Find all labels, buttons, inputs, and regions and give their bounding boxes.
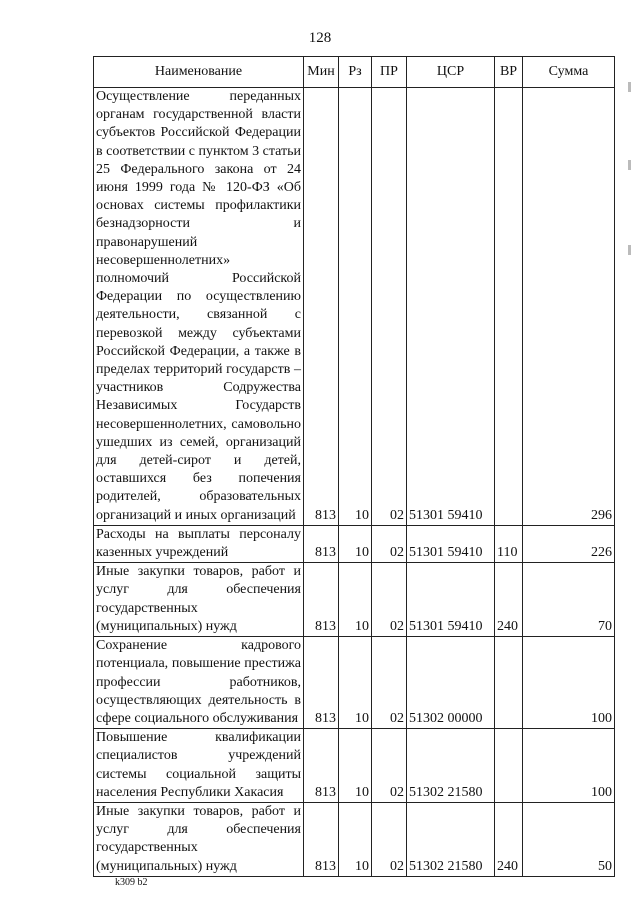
table-row [94, 637, 615, 729]
row-csr: 51301 59410 [407, 88, 495, 526]
row-vr: 240 [495, 802, 523, 876]
page-number: 128 [308, 30, 332, 46]
row-vr: 110 [495, 525, 523, 562]
header-min: Мин [304, 57, 339, 88]
row-min: 813 [304, 88, 339, 526]
table-row [94, 802, 615, 876]
row-name: Повышение квалификации специалистов учреждений системы социальной защиты населения Республики Хакасия [94, 729, 304, 803]
row-name: Осуществление переданных органам государственной власти субъектов Российской Федерации в соответствии с пунктом 3 статьи 25 Федерального закона от 24 июня 1999 года № 120-ФЗ «Об основах системы профилактики безнадзорности и правонарушений несовершеннолетних» полномочий Российской Федерации по осуществлению деятельности, связанной с перевозкой между субъектами Российской Федерации, а также в пределах территорий государств – участников Содружества Независимых Государств несовершеннолетних, самовольно ушедших из семей, организаций для детей-сирот и детей, оставшихся без попечения родителей, образовательных организаций и иных организаций [94, 88, 304, 526]
header-pr: ПР [372, 57, 407, 88]
row-csr: 51301 59410 [407, 525, 495, 562]
row-name: Расходы на выплаты персоналу казенных учреждений [94, 525, 304, 562]
row-sum: 100 [523, 637, 615, 729]
row-rz: 10 [339, 637, 372, 729]
table-row [94, 563, 615, 637]
table-row [94, 88, 615, 526]
row-rz: 10 [339, 802, 372, 876]
row-name: Иные закупки товаров, работ и услуг для обеспечения государственных (муниципальных) нужд [94, 802, 304, 876]
row-min: 813 [304, 729, 339, 803]
row-csr: 51302 00000 [407, 637, 495, 729]
table-header-row [94, 57, 615, 88]
header-csr: ЦСР [407, 57, 495, 88]
row-pr: 02 [372, 525, 407, 562]
row-rz: 10 [339, 729, 372, 803]
row-pr: 02 [372, 729, 407, 803]
row-vr [495, 637, 523, 729]
row-vr [495, 88, 523, 526]
row-pr: 02 [372, 563, 407, 637]
margin-mark [628, 160, 631, 170]
header-sum: Сумма [523, 57, 615, 88]
row-min: 813 [304, 525, 339, 562]
row-csr: 51302 21580 [407, 729, 495, 803]
row-pr: 02 [372, 88, 407, 526]
row-name: Иные закупки товаров, работ и услуг для обеспечения государственных (муниципальных) нужд [94, 563, 304, 637]
row-name: Сохранение кадрового потенциала, повышение престижа профессии работников, осуществляющих деятельность в сфере социального обслуживания [94, 637, 304, 729]
row-vr: 240 [495, 563, 523, 637]
row-min: 813 [304, 563, 339, 637]
margin-mark [628, 82, 631, 92]
header-rz: Рз [339, 57, 372, 88]
row-pr: 02 [372, 802, 407, 876]
row-rz: 10 [339, 525, 372, 562]
table-row [94, 525, 615, 562]
row-pr: 02 [372, 637, 407, 729]
row-sum: 226 [523, 525, 615, 562]
row-sum: 70 [523, 563, 615, 637]
header-name: Наименование [94, 57, 304, 88]
table-row [94, 729, 615, 803]
row-rz: 10 [339, 563, 372, 637]
row-sum: 50 [523, 802, 615, 876]
row-csr: 51301 59410 [407, 563, 495, 637]
row-sum: 296 [523, 88, 615, 526]
footer-code: k309 b2 [115, 877, 148, 888]
header-vr: ВР [495, 57, 523, 88]
row-rz: 10 [339, 88, 372, 526]
margin-mark [628, 245, 631, 255]
row-csr: 51302 21580 [407, 802, 495, 876]
row-sum: 100 [523, 729, 615, 803]
row-vr [495, 729, 523, 803]
row-min: 813 [304, 802, 339, 876]
budget-table [93, 56, 615, 877]
row-min: 813 [304, 637, 339, 729]
